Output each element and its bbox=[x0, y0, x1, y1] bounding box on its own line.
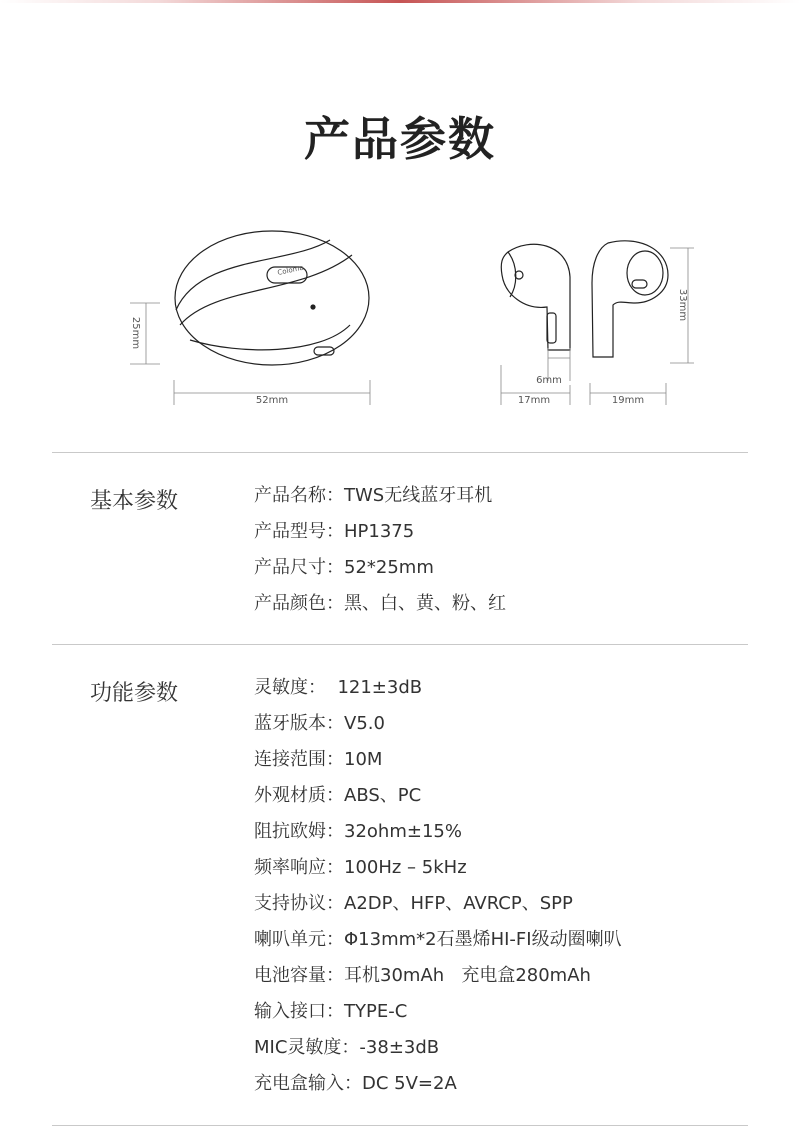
page-title: 产品参数 bbox=[304, 112, 496, 166]
spec-row bbox=[254, 958, 622, 994]
spec-label: 灵敏度： bbox=[254, 677, 326, 698]
spec-label: 喇叭单元： bbox=[254, 929, 344, 950]
spec-value: A2DP、HFP、AVRCP、SPP bbox=[344, 893, 573, 914]
section-divider bbox=[52, 1125, 748, 1126]
spec-row bbox=[254, 814, 622, 850]
spec-value: 32ohm±15% bbox=[344, 821, 462, 842]
spec-row bbox=[254, 850, 622, 886]
spec-label: 充电盒输入： bbox=[254, 1073, 362, 1094]
spec-label: 产品型号： bbox=[254, 521, 344, 542]
spec-row bbox=[254, 706, 622, 742]
spec-row bbox=[254, 550, 506, 586]
case-logo-label: Coloma bbox=[276, 263, 305, 277]
case-height-label: 25mm bbox=[130, 316, 141, 350]
spec-label: 支持协议： bbox=[254, 893, 344, 914]
spec-row bbox=[254, 886, 622, 922]
case-width-label: 52mm bbox=[255, 395, 289, 406]
spec-value: TWS无线蓝牙耳机 bbox=[344, 485, 493, 506]
spec-value: -38±3dB bbox=[359, 1037, 440, 1058]
spec-label: 外观材质： bbox=[254, 785, 344, 806]
spec-value: 耳机30mAh 充电盒280mAh bbox=[344, 965, 591, 986]
spec-value: 100Hz – 5kHz bbox=[344, 857, 467, 878]
earbud-height-label: 33mm bbox=[677, 288, 688, 322]
spec-row bbox=[254, 742, 622, 778]
earbud-width-label: 19mm bbox=[611, 395, 645, 406]
spec-label: 产品尺寸： bbox=[254, 557, 344, 578]
spec-value: Φ13mm*2石墨烯HI-FI级动圈喇叭 bbox=[344, 929, 622, 950]
spec-row bbox=[254, 586, 506, 622]
spec-label: 输入接口： bbox=[254, 1001, 344, 1022]
spec-row bbox=[254, 478, 506, 514]
top-accent-strip bbox=[0, 0, 800, 3]
spec-value: 52*25mm bbox=[344, 557, 434, 578]
spec-row bbox=[254, 1066, 622, 1102]
spec-label: 阻抗欧姆： bbox=[254, 821, 344, 842]
spec-value: TYPE-C bbox=[344, 1001, 408, 1022]
spec-label: 频率响应： bbox=[254, 857, 344, 878]
spec-row bbox=[254, 514, 506, 550]
spec-label: 电池容量： bbox=[254, 965, 344, 986]
spec-label: 产品颜色： bbox=[254, 593, 344, 614]
spec-row bbox=[254, 670, 622, 706]
spec-row bbox=[254, 1030, 622, 1066]
spec-value: ABS、PC bbox=[344, 785, 422, 806]
earbud-depth-label: 17mm bbox=[517, 395, 551, 406]
spec-value: 10M bbox=[344, 749, 383, 770]
spec-value: 121±3dB bbox=[326, 677, 423, 698]
spec-value: 黑、白、黄、粉、红 bbox=[344, 593, 506, 614]
spec-label: 产品名称： bbox=[254, 485, 344, 506]
basic-spec-list bbox=[254, 478, 506, 622]
spec-value: DC 5V=2A bbox=[362, 1073, 457, 1094]
spec-row bbox=[254, 994, 622, 1030]
earbud-stem-label: 6mm bbox=[536, 375, 562, 386]
spec-value: V5.0 bbox=[344, 713, 385, 734]
function-spec-list bbox=[254, 670, 622, 1102]
product-dimension-drawing bbox=[0, 215, 800, 425]
spec-row bbox=[254, 922, 622, 958]
section-heading-function: 功能参数 bbox=[90, 681, 179, 706]
spec-value: HP1375 bbox=[344, 521, 415, 542]
spec-label: 连接范围： bbox=[254, 749, 344, 770]
spec-row bbox=[254, 778, 622, 814]
spec-label: 蓝牙版本： bbox=[254, 713, 344, 734]
section-divider bbox=[52, 452, 748, 453]
section-divider bbox=[52, 644, 748, 645]
spec-label: MIC灵敏度： bbox=[254, 1037, 360, 1058]
section-heading-basic: 基本参数 bbox=[90, 489, 179, 514]
